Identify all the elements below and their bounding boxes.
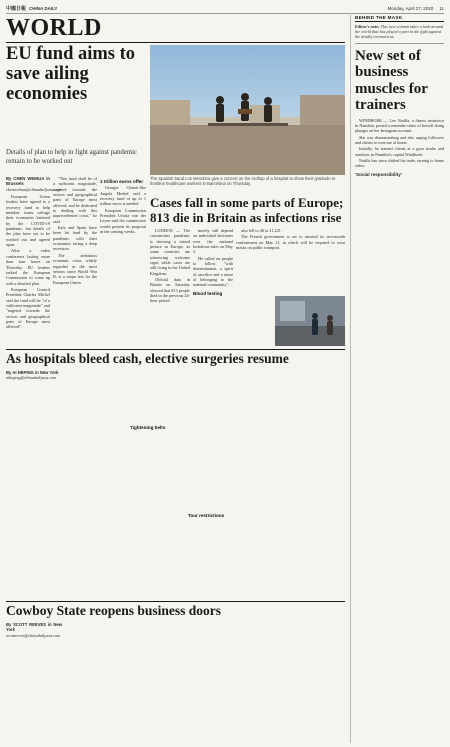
eu-byline: By CHEN WEIHUA in Brussels bbox=[6, 176, 50, 187]
masthead bbox=[6, 4, 444, 14]
cases-headline[interactable]: Cases fall in some parts of Europe; 813 die in Britain as infections rise bbox=[150, 195, 344, 225]
concert-photo[interactable] bbox=[150, 45, 345, 175]
hospitals-email: aiheping@chinadailyusa.com bbox=[6, 375, 57, 381]
brand-chinese: 中國日報 bbox=[6, 6, 27, 12]
eu-deck: Details of plan to help in fight against pandemic remain to be worked out bbox=[6, 149, 137, 165]
cases-paragraph: Official data in Britain on Saturday showed that 813 people died in the previous 24-hour period. bbox=[150, 277, 190, 304]
hospitals-column-3 bbox=[130, 422, 186, 431]
page-number: 11 bbox=[439, 6, 444, 11]
brand-name: CHINA DAILY bbox=[29, 6, 58, 11]
cases-paragraph: He called on people to follow "with determination, a spirit of sacrifice and a sense of belonging to the national community". bbox=[193, 255, 233, 288]
eu-column-2 bbox=[53, 176, 97, 286]
cases-subhead: Blood testing bbox=[193, 290, 223, 296]
eu-subhead: 1 trillion euros offer bbox=[100, 179, 144, 184]
section-rule bbox=[6, 42, 345, 43]
cases-column-3 bbox=[236, 228, 345, 251]
hospitals-byline: By AI HEPING in New York bbox=[6, 370, 59, 375]
eu-paragraph: European Union leaders have agreed to a recovery fund to help member states salvage their economies battered by the COVID-19 pandemic, but details of the plan have yet to be worked out and agreed upon. bbox=[6, 194, 50, 248]
concert-caption: The Spanish band Los Mendoza give a concert on the rooftop of a hospital to show their gratitude to frontline healthcare workers in Barcelona on Thursday. bbox=[150, 176, 336, 186]
editor-note-text: This new column takes a look around the world that has played a part in the fight against the deadly coronavirus. bbox=[355, 24, 444, 40]
issue-date: Monday, April 27, 2020 bbox=[387, 6, 434, 11]
eu-paragraph: Georgia Chanzi-like Angela Merkel said a recovery fund of up to 1 trillion euros is needed. bbox=[100, 185, 146, 207]
section-title: WORLD bbox=[6, 15, 102, 41]
editor-note-label: Editor's note: bbox=[355, 24, 380, 29]
police-photo[interactable] bbox=[275, 296, 345, 346]
sidebar-paragraph: Natilla has since shifted his trade, turning to home video. bbox=[355, 158, 444, 169]
hospitals-subhead-2: Tour restrictions bbox=[188, 513, 225, 518]
cowboy-email: scottreeves@chinadailyusa.com bbox=[6, 632, 60, 638]
sidebar-body bbox=[355, 118, 444, 177]
hospitals-rule bbox=[6, 349, 345, 350]
eu-paragraph: European Council President Charles Michel said the fund will be "of a sufficient magnitude" and "targeted towards the sectors and geographical parts of Europe most affected". bbox=[6, 286, 50, 330]
sidebar-paragraph: WINDHOEK — Leo Natilla, a fitness instructor in Namibia, posted a reminder video of herself doing plunges on her Instagram account. bbox=[355, 117, 444, 134]
eu-email: chenweihua@chinadailyusa.com bbox=[6, 186, 62, 192]
eu-column-1 bbox=[6, 176, 62, 331]
sidebar-headline[interactable]: New set of business muscles for trainers bbox=[355, 47, 428, 114]
eu-paragraph: The ambitious economic crisis, widely regarded as the most serious since World War II, is a major test for the European Union. bbox=[53, 252, 97, 285]
eu-paragraph: Italy and Spain have been hit hard by the pandemic, with their economies facing a deep recession. bbox=[53, 225, 97, 252]
cowboy-headline[interactable]: Cowboy State reopens business doors bbox=[6, 603, 222, 618]
editor-note bbox=[355, 24, 444, 44]
hospitals-headline[interactable]: As hospitals bleed cash, elective surgeries resume bbox=[6, 351, 289, 366]
hospitals-column-1 bbox=[6, 370, 62, 381]
cases-paragraph: LONDON — The coronavirus pandemic is showing a mixed picture in Europe, as some countries are witnessing welcome signs while cases are still rising in the United Kingdom. bbox=[150, 228, 190, 276]
cowboy-rule bbox=[6, 601, 345, 602]
hospitals-column-4 bbox=[188, 510, 244, 519]
cases-column-1 bbox=[150, 228, 190, 305]
cowboy-column-1 bbox=[6, 622, 62, 638]
sidebar-tag: BEHIND THE MASK bbox=[355, 15, 444, 22]
eu-column-3 bbox=[100, 176, 146, 235]
cowboy-byline: By SCOTT REEVES in New York bbox=[6, 622, 62, 633]
sidebar bbox=[350, 15, 444, 743]
eu-paragraph: "This fund shall be of a sufficient magnitude, targeted towards the sectors and geographical parts of Europe most affected, and be dedicated to dealing with this unprecedented crisis," he said. bbox=[53, 176, 97, 224]
cases-column-2 bbox=[193, 228, 233, 297]
cases-paragraph: merely still depend on individual decisions over the national lockdown rules on May 3. bbox=[193, 228, 233, 255]
eu-paragraph: European Commission President Ursula von der Leyen said the commission would present its proposal in the coming weeks. bbox=[100, 207, 146, 235]
sidebar-paragraph: Initially, he trained clients at a gym studio and outdoors in Namibia's capital Windhoek. bbox=[355, 146, 444, 157]
sidebar-paragraph: She was demonstrating and also urging followers and clients to exercise at home. bbox=[355, 134, 444, 145]
cases-paragraph: also fell to 40 to 21,221. bbox=[241, 228, 282, 233]
eu-headline[interactable]: EU fund aims to save ailing economies bbox=[6, 44, 136, 104]
cases-paragraph: The French government is set to unwind its two-month confinement on May 11, in which will be required to wear masks on public transport. bbox=[236, 234, 345, 251]
sidebar-subhead: 'Social responsibility' bbox=[355, 171, 402, 177]
hospitals-subhead: Tightening belts bbox=[130, 425, 166, 430]
brand bbox=[6, 5, 57, 12]
eu-paragraph: After a video conference lasting more than four hours on Thursday, EU leaders tasked the European Commission to come up with a detailed plan. bbox=[6, 248, 50, 286]
